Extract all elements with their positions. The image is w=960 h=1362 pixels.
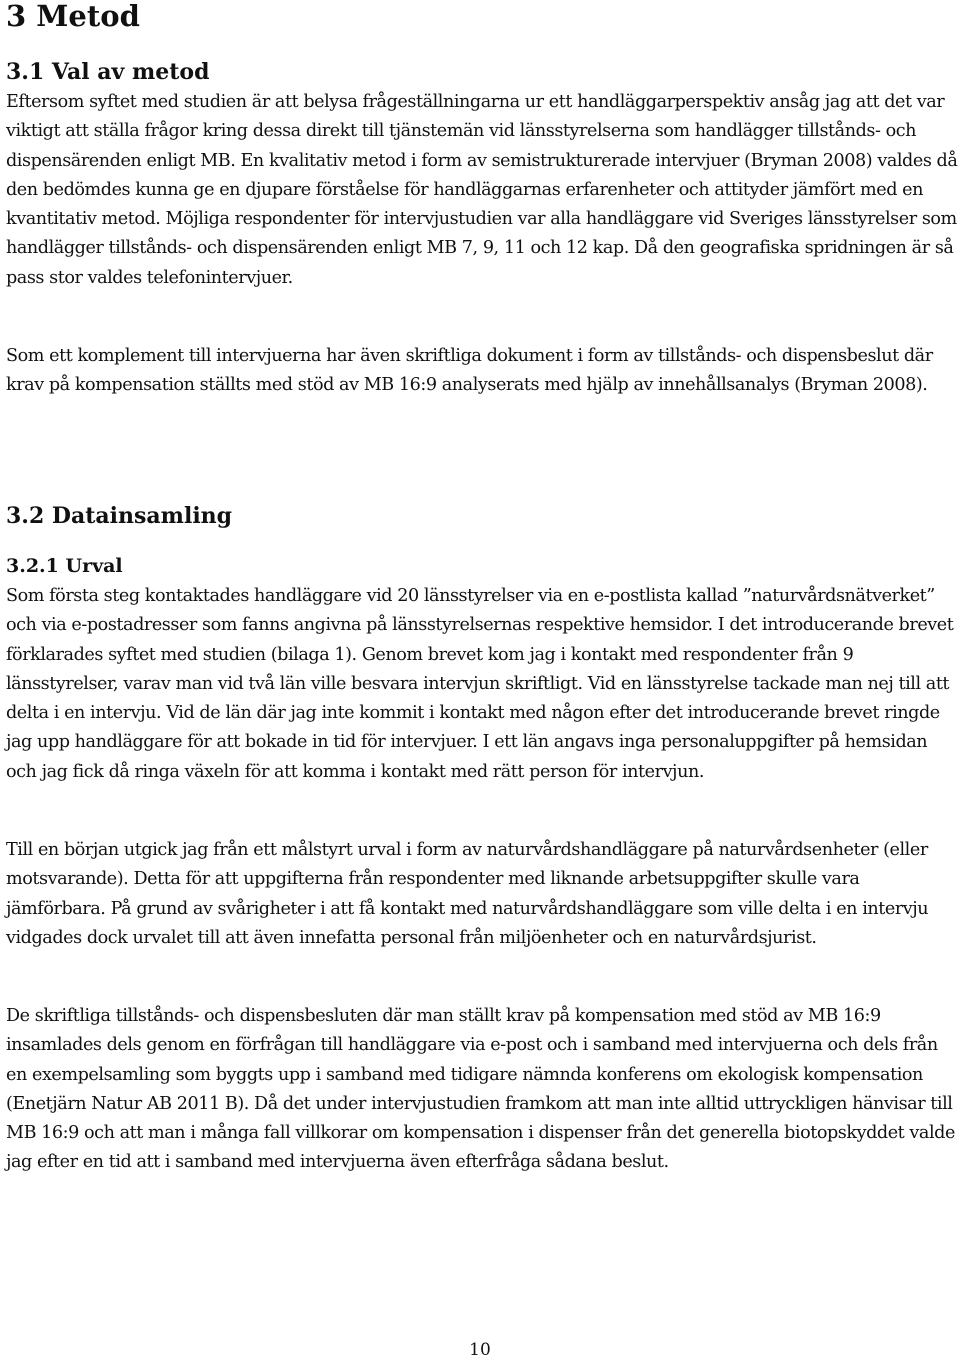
body-paragraph: Som ett komplement till intervjuerna har även skriftliga dokument i form av tillstånds- och dispensbeslut där krav på kompensation ställts med stöd av MB 16:9 analyserats med hjälp av innehållsanalys (Bryman 2008). bbox=[6, 346, 933, 396]
chapter-title: 3 Metod bbox=[6, 0, 140, 33]
body-paragraph: Som första steg kontaktades handläggare vid 20 länsstyrelser via en e-postlista kallad ”naturvårdsnätverket” och via e-postadresser som fanns angivna på länsstyrelsernas respektive hemsidor. I det introducerande brevet förklarades syftet med studien (bilaga 1). Genom brevet kom jag i kontakt med respondenter från 9 länsstyrelser, varav man vid två län ville besvara intervjun skriftligt. Vid en länsstyrelse tackade man nej till att delta i en intervju. Vid de län där jag inte kommit i kontakt med någon efter det introducerande brevet ringde jag upp handläggare för att bokade in tid för intervjuer. I ett län angavs inga personaluppgifter på hemsidan och jag fick då ringa växeln för att komma i kontakt med rätt person för intervjun. bbox=[6, 586, 954, 782]
body-paragraph: Till en början utgick jag från ett målstyrt urval i form av naturvårdshandläggare på naturvårdsenheter (eller motsvarande). Detta för att uppgifterna från respondenter med liknande arbetsuppgifter skulle vara jämförbara. På grund av svårigheter i att få kontakt med naturvårdshandläggare som ville delta i en intervju vidgades dock urvalet till att även innefatta personal från miljöenheter och en naturvårdsjurist. bbox=[6, 840, 929, 948]
body-paragraph: Eftersom syftet med studien är att belysa frågeställningarna ur ett handläggarperspektiv ansåg jag att det var viktigt att ställa frågor kring dessa direkt till tjänstemän vid länsstyrelserna som handlägger tillstånds- och dispensärenden enligt MB. En kvalitativ metod i form av semistrukturerade intervjuer (Bryman 2008) valdes då den bedömdes kunna ge en djupare förståelse för handläggarnas erfarenheter och attityder jämfört med en kvantitativ metod. Möjliga respondenter för intervjustudien var alla handläggare vid Sveriges länsstyrelser som handlägger tillstånds- och dispensärenden enligt MB 7, 9, 11 och 12 kap. Då den geografiska spridningen är så pass stor valdes telefonintervjuer. bbox=[6, 92, 958, 288]
body-paragraph: De skriftliga tillstånds- och dispensbesluten där man ställt krav på kompensation med stöd av MB 16:9 insamlades dels genom en förfrågan till handläggare via e-post och i samband med intervjuerna och dels från en exempelsamling som byggts upp i samband med tidigare nämnda konferens om ekologisk kompensation (Enetjärn Natur AB 2011 B). Då det under intervjustudien framkom att man inte alltid uttryckligen hänvisar till MB 16:9 och att man i många fall villkorar om kompensation i dispenser från det generella biotopskyddet valde jag efter en tid att i samband med intervjuerna även efterfråga sådana beslut. bbox=[6, 1006, 955, 1173]
subsection-heading-urval: 3.2.1 Urval bbox=[6, 555, 123, 577]
section-heading-datainsamling: 3.2 Datainsamling bbox=[6, 503, 233, 529]
section-heading-val-av-metod: 3.1 Val av metod bbox=[6, 59, 210, 85]
page-number: 10 bbox=[469, 1340, 491, 1360]
